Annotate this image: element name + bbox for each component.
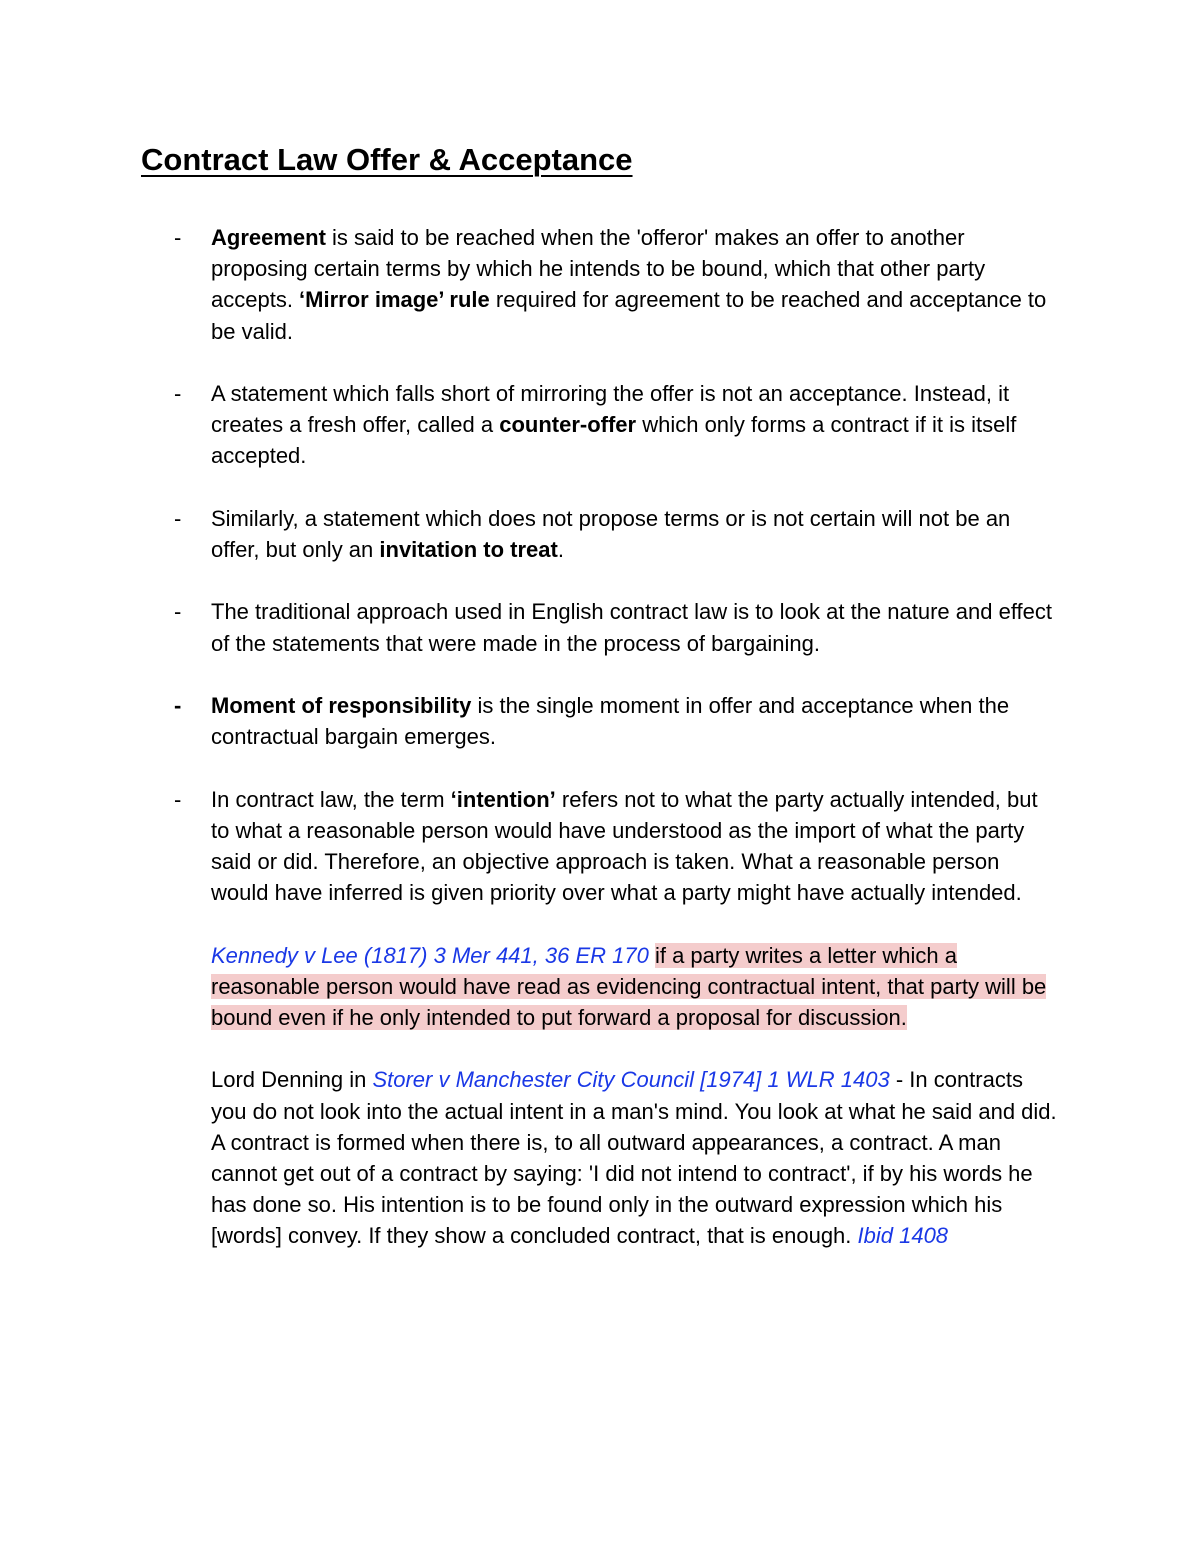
item-text: . bbox=[557, 537, 564, 562]
term-intention: ‘intention’ bbox=[450, 786, 556, 812]
list-item-intention bbox=[0, 784, 1061, 1252]
term-counter-offer: counter-offer bbox=[499, 412, 637, 438]
bullet-dash: - bbox=[174, 692, 182, 718]
paragraph bbox=[211, 784, 1061, 909]
case-citation-link[interactable]: Kennedy v Lee (1817) 3 Mer 441, 36 ER 170 bbox=[211, 942, 649, 968]
paragraph: The traditional approach used in English contract law is to look at the nature and effect of the statements that were made in the process of bargaining. bbox=[211, 599, 1052, 656]
case-prefix: Lord Denning in bbox=[211, 1067, 373, 1093]
item-text: Similarly, a statement which does not propose terms or is not certain will not be an offer, but only an bbox=[211, 505, 1011, 562]
case-citation-link[interactable]: Storer v Manchester City Council [1974] 1 WLR 1403 bbox=[372, 1067, 890, 1093]
paragraph bbox=[211, 381, 1016, 468]
item-text: is the single moment in offer and acceptance when the contractual bargain emerges. bbox=[211, 692, 1010, 750]
bullet-dash: - bbox=[174, 786, 182, 812]
highlighted-text: if a party writes a letter which a reasonable person would have read as evidencing contractual intent, that party will be bound even if he only intended to put forward a proposal for discussion. bbox=[211, 942, 1047, 1030]
paragraph bbox=[211, 693, 1009, 749]
paragraph bbox=[211, 225, 1046, 344]
bullet-dash: - bbox=[174, 225, 182, 250]
list-item-traditional-approach bbox=[0, 596, 1061, 658]
term-agreement: Agreement bbox=[211, 225, 326, 250]
item-text: is said to be reached when the 'offeror' makes an offer to another proposing certain terms by which he intends to be bound, which that other party accepts. bbox=[211, 225, 986, 313]
item-text: In contract law, the term bbox=[211, 786, 451, 812]
bullet-list bbox=[0, 222, 1200, 1283]
term-mirror-image-rule: ‘Mirror image’ rule bbox=[299, 287, 490, 313]
item-text: which only forms a contract if it is itself accepted. bbox=[211, 412, 1017, 469]
bullet-dash: - bbox=[174, 599, 182, 625]
case-storer-v-manchester bbox=[211, 1064, 1061, 1251]
paragraph bbox=[211, 506, 1010, 562]
item-text: required for agreement to be reached and acceptance to be valid. bbox=[211, 287, 1047, 344]
bullet-dash: - bbox=[174, 505, 182, 531]
bullet-dash: - bbox=[174, 381, 182, 406]
case-kennedy-v-lee bbox=[211, 940, 1061, 1034]
case-quote: - In contracts you do not look into the actual intent in a man's mind. You look at what he said and did. A contract is formed when there is, to all outward appearances, a contract. A man cannot get out of a contract by saying: 'I did not intend to contract', if by his words he has done so. His intention is to be found only in the outward expression which his [words] convey. If they show a concluded contract, that is enough. bbox=[211, 1067, 1057, 1249]
term-moment-of-responsibility: Moment of responsibility bbox=[211, 692, 472, 718]
list-item-invitation-to-treat bbox=[0, 503, 1061, 565]
list-item-counter-offer bbox=[0, 378, 1061, 472]
item-text: refers not to what the party actually intended, but to what a reasonable person would have understood as the import of what the party said or did. Therefore, an objective approach is taken. What a reasonable person would have inferred is given priority over what a party might have actually intended. bbox=[211, 786, 1038, 906]
list-item-agreement bbox=[0, 222, 1061, 347]
list-item-moment-of-responsibility bbox=[0, 690, 1061, 752]
term-invitation-to-treat: invitation to treat bbox=[379, 537, 558, 562]
item-text: A statement which falls short of mirroring the offer is not an acceptance. Instead, it creates a fresh offer, called a bbox=[211, 381, 1010, 438]
ibid-reference-link[interactable]: Ibid 1408 bbox=[857, 1223, 949, 1249]
document-title: Contract Law Offer & Acceptance bbox=[141, 142, 633, 177]
